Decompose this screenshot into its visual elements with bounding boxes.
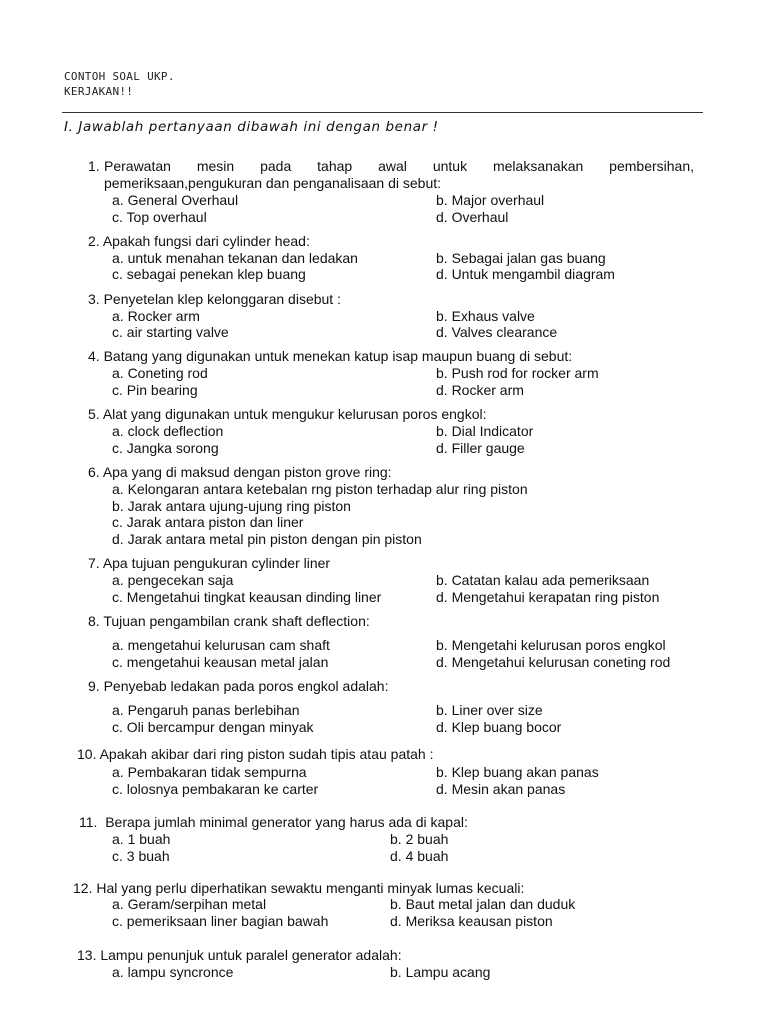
q6-option-a: a. Kelongaran antara ketebalan rng piston terhadap alur ring piston bbox=[112, 481, 528, 497]
question-5 bbox=[88, 406, 487, 423]
q10-option-b: b. Klep buang akan panas bbox=[436, 764, 599, 780]
section-title: I. Jawablah pertanyaan dibawah ini dengan benar ! bbox=[64, 119, 439, 135]
divider bbox=[62, 112, 703, 113]
q13-option-b: b. Lampu acang bbox=[390, 964, 491, 980]
q4-option-c: c. Pin bearing bbox=[112, 382, 198, 398]
question-13 bbox=[77, 947, 402, 964]
question-12 bbox=[73, 880, 524, 897]
q9-option-b: b. Liner over size bbox=[436, 702, 543, 718]
q11-option-d: d. 4 buah bbox=[390, 848, 449, 864]
q7-option-d: d. Mengetahui kerapatan ring piston bbox=[436, 589, 660, 605]
q1-option-d: d. Overhaul bbox=[436, 209, 509, 225]
q12-option-a: a. Geram/serpihan metal bbox=[112, 896, 267, 912]
question-number: 5. bbox=[88, 406, 100, 422]
q9-option-c: c. Oli bercampur dengan minyak bbox=[112, 719, 314, 735]
question-number: 6. bbox=[88, 464, 100, 480]
q4-option-d: d. Rocker arm bbox=[436, 382, 524, 398]
q8-option-b: b. Mengetahi kelurusan poros engkol bbox=[436, 637, 666, 653]
q11-option-a: a. 1 buah bbox=[112, 831, 171, 847]
q1-word: pada bbox=[260, 158, 292, 174]
q3-option-c: c. air starting valve bbox=[112, 324, 229, 340]
question-text: Lampu penunjuk untuk paralel generator adalah: bbox=[100, 947, 402, 963]
question-2 bbox=[88, 233, 310, 250]
question-7 bbox=[88, 555, 330, 572]
q1-option-a: a. General Overhaul bbox=[112, 192, 239, 208]
question-1-continuation: pemeriksaan,pengukuran dan penganalisaan di sebut: bbox=[104, 175, 442, 191]
q11-option-c: c. 3 buah bbox=[112, 848, 170, 864]
q10-option-c: c. lolosnya pembakaran ke carter bbox=[112, 781, 319, 797]
q4-option-b: b. Push rod for rocker arm bbox=[436, 365, 599, 381]
question-number: 7. bbox=[88, 555, 100, 571]
q11-option-b: b. 2 buah bbox=[390, 831, 449, 847]
q10-option-a: a. Pembakaran tidak sempurna bbox=[112, 764, 307, 780]
question-text: Hal yang perlu diperhatikan sewaktu menganti minyak lumas kecuali: bbox=[96, 880, 525, 896]
q5-option-b: b. Dial Indicator bbox=[436, 423, 534, 439]
q8-option-c: c. mengetahui keausan metal jalan bbox=[112, 654, 329, 670]
q12-option-d: d. Meriksa keausan piston bbox=[390, 913, 553, 929]
question-3 bbox=[88, 291, 341, 308]
q1-option-b: b. Major overhaul bbox=[436, 192, 545, 208]
question-text: Batang yang digunakan untuk menekan katup isap maupun buang di sebut: bbox=[103, 348, 573, 364]
q1-word: mesin bbox=[196, 158, 235, 174]
q7-option-b: b. Catatan kalau ada pemeriksaan bbox=[436, 572, 650, 588]
q6-option-b: b. Jarak antara ujung-ujung ring piston bbox=[112, 498, 351, 514]
question-text: Berapa jumlah minimal generator yang harus ada di kapal: bbox=[105, 814, 468, 830]
question-number: 4. bbox=[88, 348, 100, 364]
question-11 bbox=[79, 814, 468, 831]
q1-word: awal bbox=[378, 158, 407, 174]
q6-option-d: d. Jarak antara metal pin piston dengan pin piston bbox=[112, 531, 422, 547]
q1-word: untuk bbox=[432, 158, 468, 174]
q2-option-d: d. Untuk mengambil diagram bbox=[436, 266, 615, 282]
question-number: 13. bbox=[77, 947, 97, 963]
q2-option-c: c. sebagai penekan klep buang bbox=[112, 266, 306, 282]
question-text: Apakah akibar dari ring piston sudah tipis atau patah : bbox=[99, 746, 434, 762]
q4-option-a: a. Coneting rod bbox=[112, 365, 208, 381]
question-1-number: 1. bbox=[88, 158, 100, 174]
question-text: Apa yang di maksud dengan piston grove ring: bbox=[102, 464, 392, 480]
question-number: 2. bbox=[88, 233, 100, 249]
q12-option-b: b. Baut metal jalan dan duduk bbox=[390, 896, 576, 912]
question-10 bbox=[77, 746, 433, 763]
question-text: Penyebab ledakan pada poros engkol adalah: bbox=[103, 678, 389, 694]
q10-option-d: d. Mesin akan panas bbox=[436, 781, 566, 797]
question-number: 10. bbox=[77, 746, 97, 762]
question-text: Alat yang digunakan untuk mengukur kelurusan poros engkol: bbox=[102, 406, 487, 422]
question-text: Apakah fungsi dari cylinder head: bbox=[102, 233, 310, 249]
q5-option-d: d. Filler gauge bbox=[436, 440, 525, 456]
question-9 bbox=[88, 678, 388, 695]
q2-option-b: b. Sebagai jalan gas buang bbox=[436, 250, 606, 266]
question-number: 9. bbox=[88, 678, 100, 694]
q7-option-a: a. pengecekan saja bbox=[112, 572, 234, 588]
q9-option-d: d. Klep buang bocor bbox=[436, 719, 562, 735]
question-8 bbox=[88, 613, 370, 630]
q13-option-a: a. lampu syncronce bbox=[112, 964, 234, 980]
q3-option-b: b. Exhaus valve bbox=[436, 308, 535, 324]
q5-option-a: a. clock deflection bbox=[112, 423, 224, 439]
question-number: 8. bbox=[88, 613, 100, 629]
question-4 bbox=[88, 348, 572, 365]
q1-word: tahap bbox=[317, 158, 353, 174]
q3-option-a: a. Rocker arm bbox=[112, 308, 200, 324]
question-number: 12. bbox=[73, 880, 93, 896]
question-number: 3. bbox=[88, 291, 100, 307]
q3-option-d: d. Valves clearance bbox=[436, 324, 558, 340]
q2-option-a: a. untuk menahan tekanan dan ledakan bbox=[112, 250, 358, 266]
q7-option-c: c. Mengetahui tingkat keausan dinding liner bbox=[112, 589, 382, 605]
q8-option-a: a. mengetahui kelurusan cam shaft bbox=[112, 637, 330, 653]
q5-option-c: c. Jangka sorong bbox=[112, 440, 219, 456]
q8-option-d: d. Mengetahui kelurusan coneting rod bbox=[436, 654, 671, 670]
question-number: 11. bbox=[79, 814, 98, 830]
question-text: Penyetelan klep kelonggaran disebut : bbox=[103, 291, 341, 307]
header-line-1: CONTOH SOAL UKP. bbox=[64, 70, 175, 83]
q1-option-c: c. Top overhaul bbox=[112, 209, 207, 225]
q1-word: Perawatan bbox=[104, 158, 171, 174]
question-1-text bbox=[104, 158, 694, 192]
q1-word: pembersihan, bbox=[609, 158, 694, 174]
q6-option-c: c. Jarak antara piston dan liner bbox=[112, 514, 304, 530]
question-text: Apa tujuan pengukuran cylinder liner bbox=[102, 555, 331, 571]
q1-word: melaksanakan bbox=[492, 158, 584, 174]
q12-option-c: c. pemeriksaan liner bagian bawah bbox=[112, 913, 329, 929]
question-text: Tujuan pengambilan crank shaft deflection: bbox=[103, 613, 370, 629]
header-line-2: KERJAKAN!! bbox=[64, 85, 134, 98]
q9-option-a: a. Pengaruh panas berlebihan bbox=[112, 702, 300, 718]
question-6 bbox=[88, 464, 392, 481]
